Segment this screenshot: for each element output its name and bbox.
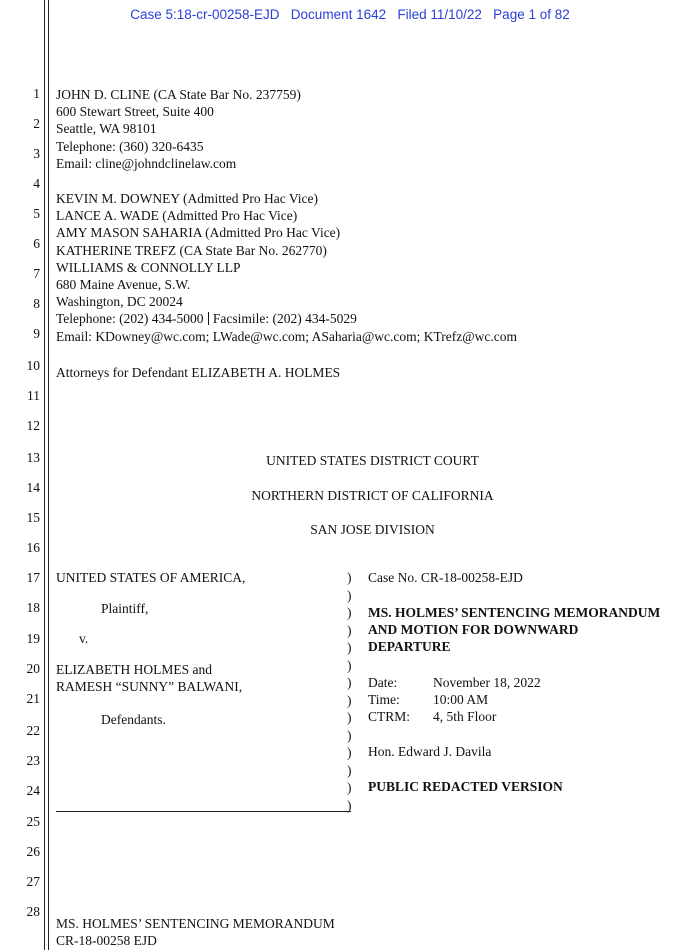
line-number: 26 bbox=[26, 844, 40, 859]
counsel-line: AMY MASON SAHARIA (Admitted Pro Hac Vice) bbox=[56, 225, 341, 241]
line-number: 2 bbox=[33, 116, 40, 131]
filing-header: Case 5:18-cr-00258-EJD Document 1642 Filed 11/10/22 Page 1 of 82 bbox=[130, 7, 570, 22]
version-label: PUBLIC REDACTED VERSION bbox=[368, 779, 563, 794]
defendant-1: ELIZABETH HOLMES and bbox=[56, 662, 212, 677]
line-number: 4 bbox=[33, 176, 40, 191]
line-number: 5 bbox=[33, 206, 40, 221]
counsel-line: Seattle, WA 98101 bbox=[56, 121, 157, 137]
left-margin-rule-inner bbox=[48, 0, 49, 950]
line-number: 3 bbox=[33, 146, 40, 161]
courtroom-label: CTRM: bbox=[368, 709, 411, 724]
line-number: 19 bbox=[26, 631, 40, 646]
court-division: SAN JOSE DIVISION bbox=[310, 522, 435, 537]
line-number: 8 bbox=[33, 296, 40, 311]
footer-case-number: CR-18-00258 EJD bbox=[56, 933, 157, 948]
defendant-2: RAMESH “SUNNY” BALWANI, bbox=[56, 679, 243, 694]
line-number: 10 bbox=[26, 358, 40, 373]
document-title-line: DEPARTURE bbox=[368, 639, 451, 654]
line-number: 13 bbox=[26, 450, 40, 465]
counsel-line: Email: cline@johndclinelaw.com bbox=[56, 155, 237, 171]
case-number: Case No. CR-18-00258-EJD bbox=[368, 570, 523, 585]
versus: v. bbox=[79, 631, 89, 646]
counsel-line: KEVIN M. DOWNEY (Admitted Pro Hac Vice) bbox=[56, 191, 319, 206]
attorneys-for: Attorneys for Defendant ELIZABETH A. HOLMES bbox=[56, 365, 341, 380]
judge: Hon. Edward J. Davila bbox=[368, 744, 492, 759]
line-number: 9 bbox=[33, 326, 40, 341]
line-number: 16 bbox=[26, 540, 40, 555]
hearing-time-label: Time: bbox=[368, 692, 400, 707]
line-number: 20 bbox=[26, 661, 40, 676]
counsel-line: WILLIAMS & CONNOLLY LLP bbox=[56, 259, 241, 275]
counsel-line: JOHN D. CLINE (CA State Bar No. 237759) bbox=[56, 87, 301, 102]
counsel-line: KATHERINE TREFZ (CA State Bar No. 262770) bbox=[56, 242, 327, 258]
line-number: 22 bbox=[26, 723, 40, 738]
hearing-date-label: Date: bbox=[368, 675, 398, 690]
defendants-label: Defendants. bbox=[101, 712, 166, 727]
separator-bar bbox=[208, 312, 209, 325]
line-number: 27 bbox=[26, 874, 40, 889]
line-number: 28 bbox=[26, 904, 40, 919]
line-number: 7 bbox=[33, 266, 40, 281]
line-number: 12 bbox=[26, 418, 40, 433]
line-number: 25 bbox=[26, 814, 40, 829]
caption-parentheses: ) ) ) ) ) ) ) ) ) ) ) ) ) ) bbox=[347, 570, 352, 813]
courtroom-value: 4, 5th Floor bbox=[433, 709, 497, 724]
hearing-time-value: 10:00 AM bbox=[433, 692, 489, 707]
line-number: 11 bbox=[27, 388, 40, 403]
facsimile: Facsimile: (202) 434-5029 bbox=[212, 311, 357, 327]
plaintiff-label: Plaintiff, bbox=[101, 601, 149, 616]
counsel-block-williams-connolly bbox=[56, 190, 517, 345]
telephone: Telephone: (202) 434-5000 bbox=[56, 311, 204, 327]
line-number: 18 bbox=[26, 600, 40, 615]
line-number: 14 bbox=[26, 480, 40, 495]
line-number: 15 bbox=[26, 510, 40, 525]
line-number: 21 bbox=[26, 691, 40, 706]
left-margin-rule-outer bbox=[44, 0, 45, 950]
counsel-line: 680 Maine Avenue, S.W. bbox=[56, 277, 191, 293]
counsel-line: Washington, DC 20024 bbox=[56, 294, 183, 310]
caption-underline bbox=[56, 811, 351, 812]
document-title-line: MS. HOLMES’ SENTENCING MEMORANDUM bbox=[368, 605, 661, 620]
counsel-block-cline bbox=[56, 86, 301, 172]
line-number: 1 bbox=[33, 86, 40, 101]
line-number: 23 bbox=[26, 753, 40, 768]
footer-title: MS. HOLMES’ SENTENCING MEMORANDUM bbox=[56, 916, 335, 931]
line-number: 6 bbox=[33, 236, 40, 251]
line-number: 17 bbox=[26, 570, 40, 585]
court-district: NORTHERN DISTRICT OF CALIFORNIA bbox=[251, 488, 494, 503]
hearing-date-value: November 18, 2022 bbox=[433, 675, 541, 690]
counsel-line: LANCE A. WADE (Admitted Pro Hac Vice) bbox=[56, 208, 298, 224]
document-title-line: AND MOTION FOR DOWNWARD bbox=[368, 622, 579, 637]
counsel-line: 600 Stewart Street, Suite 400 bbox=[56, 104, 214, 120]
court-name: UNITED STATES DISTRICT COURT bbox=[266, 453, 479, 468]
counsel-line: Telephone: (360) 320-6435 bbox=[56, 138, 204, 154]
line-number: 24 bbox=[26, 783, 40, 798]
email-line: Email: KDowney@wc.com; LWade@wc.com; ASaharia@wc.com; KTrefz@wc.com bbox=[56, 328, 518, 344]
plaintiff-party: UNITED STATES OF AMERICA, bbox=[56, 570, 246, 585]
phone-fax-line bbox=[56, 310, 517, 327]
